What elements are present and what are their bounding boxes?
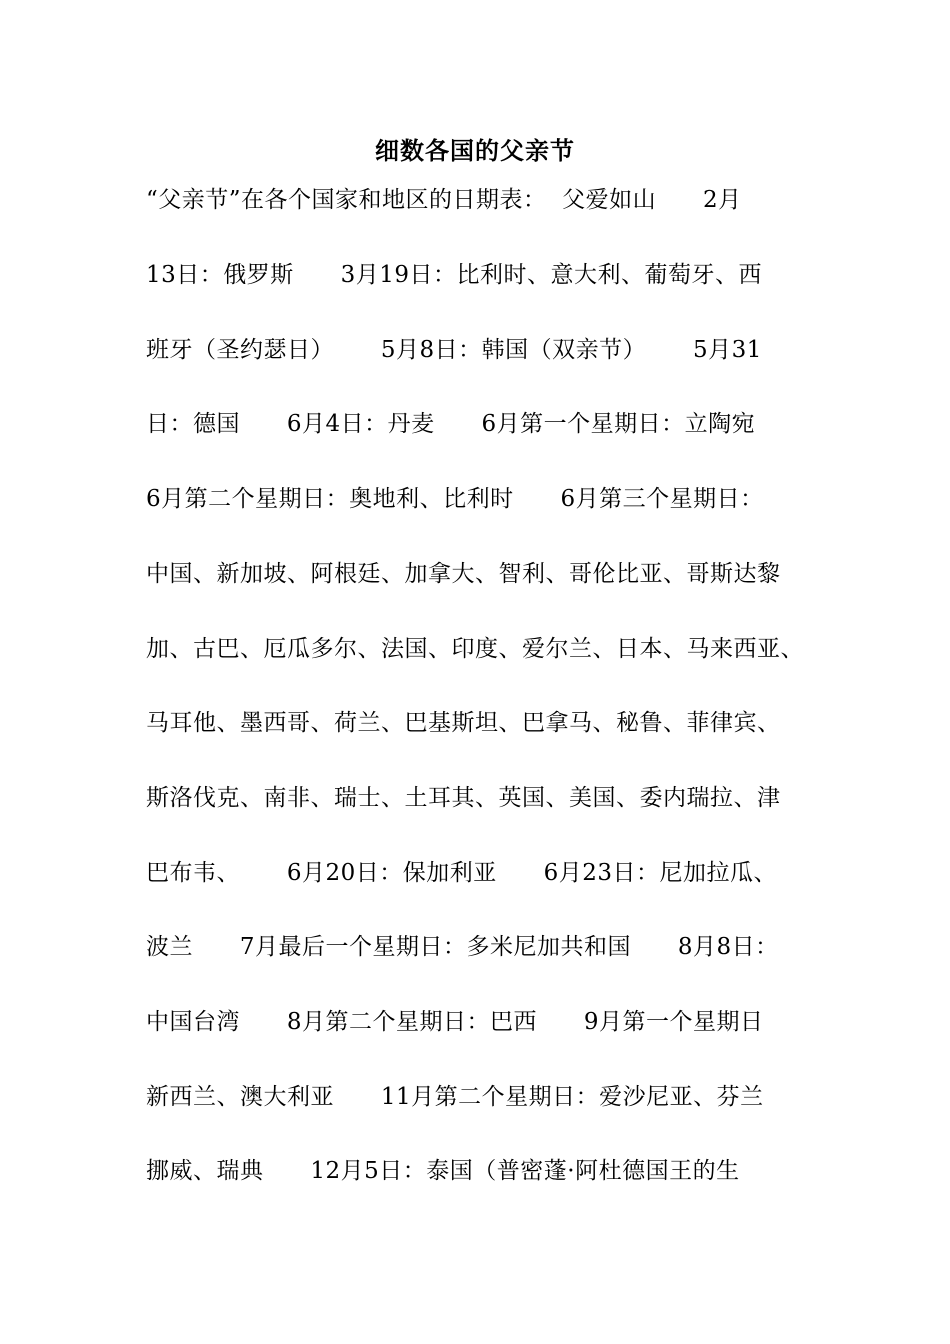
body-line: 挪威、瑞典 12月5日：泰国（普密蓬·阿杜德国王的生 (146, 1158, 740, 1184)
body-line: 巴布韦、 6月20日：保加利亚 6月23日：尼加拉瓜、 (146, 860, 778, 886)
body-line: “父亲节”在各个国家和地区的日期表： 父爱如山 2月 (146, 187, 742, 213)
body-line: 加、古巴、厄瓜多尔、法国、印度、爱尔兰、日本、马来西亚、 (146, 636, 804, 662)
body-line: 中国台湾 8月第二个星期日：巴西 9月第一个星期日 (146, 1009, 764, 1035)
body-line: 新西兰、澳大利亚 11月第二个星期日：爱沙尼亚、芬兰 (146, 1084, 764, 1110)
document-title: 细数各国的父亲节 (375, 136, 575, 165)
body-line: 斯洛伐克、南非、瑞士、土耳其、英国、美国、委内瑞拉、津 (146, 785, 781, 811)
body-line: 班牙（圣约瑟日） 5月8日：韩国（双亲节） 5月31 (146, 337, 762, 363)
body-line: 13日：俄罗斯 3月19日：比利时、意大利、葡萄牙、西 (146, 262, 763, 288)
body-line: 波兰 7月最后一个星期日：多米尼加共和国 8月8日： (146, 934, 779, 960)
body-line: 马耳他、墨西哥、荷兰、巴基斯坦、巴拿马、秘鲁、菲律宾、 (146, 710, 781, 736)
body-line: 6月第二个星期日：奥地利、比利时 6月第三个星期日： (146, 486, 764, 512)
body-line: 中国、新加坡、阿根廷、加拿大、智利、哥伦比亚、哥斯达黎 (146, 561, 781, 587)
body-line: 日：德国 6月4日：丹麦 6月第一个星期日：立陶宛 (146, 411, 756, 437)
